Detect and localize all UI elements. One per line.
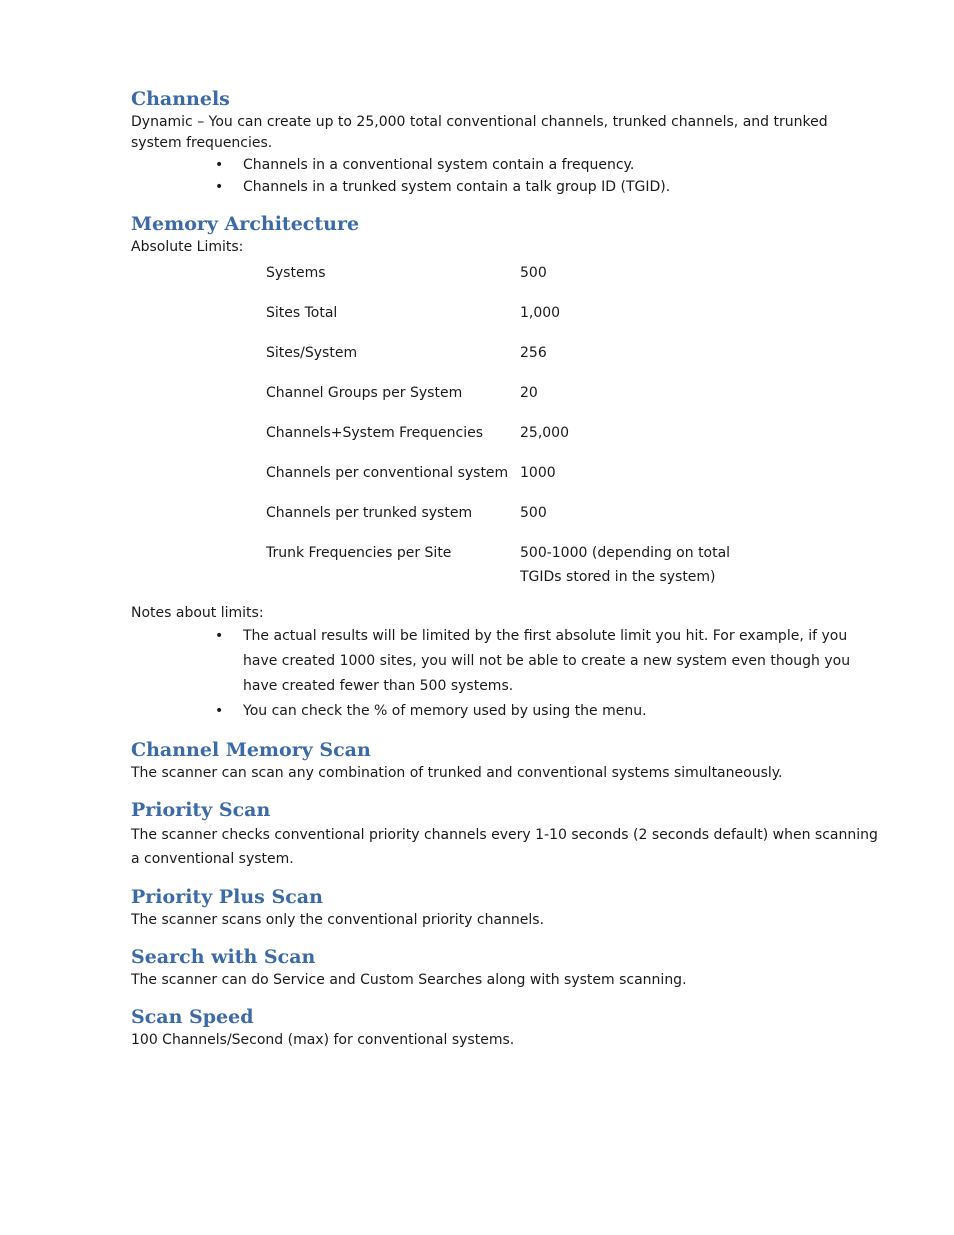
heading-channel-memory-scan: Channel Memory Scan — [131, 739, 371, 761]
heading-channels: Channels — [131, 88, 230, 110]
document-page — [131, 86, 881, 1064]
table-row — [266, 501, 760, 541]
table-row — [266, 341, 760, 381]
limit-name: Systems — [266, 265, 326, 281]
section-priority-scan — [131, 797, 881, 871]
limits-table — [266, 261, 760, 603]
section-channel-memory-scan — [131, 737, 881, 784]
channels-bullet-list — [131, 154, 881, 198]
channel-memory-scan-text: The scanner can scan any combination of trunked and conventional systems simultaneously. — [131, 765, 783, 781]
table-row — [266, 541, 760, 603]
limit-value: 500-1000 (depending on total TGIDs stored in the system) — [520, 545, 731, 585]
list-item: • The actual results will be limited by the first absolute limit you hit. For example, if you have created 1000 sites, you will not be able to create a new system even though you have created fewer than 500 systems. — [131, 624, 881, 699]
search-with-scan-text: The scanner can do Service and Custom Searches along with system scanning. — [131, 972, 687, 988]
priority-plus-scan-text: The scanner scans only the conventional priority channels. — [131, 912, 545, 928]
heading-priority-plus-scan: Priority Plus Scan — [131, 886, 323, 908]
section-scan-speed — [131, 1004, 881, 1051]
section-search-with-scan — [131, 944, 881, 991]
limit-name: Sites Total — [266, 305, 338, 321]
channels-intro: Dynamic – You can create up to 25,000 total conventional channels, trunked channels, and trunked system frequencies. — [131, 114, 828, 151]
scan-speed-text: 100 Channels/Second (max) for conventional systems. — [131, 1032, 515, 1048]
table-row — [266, 461, 760, 501]
limit-value: 256 — [520, 345, 547, 361]
limit-value: 1000 — [520, 465, 556, 481]
limit-name: Channels+System Frequencies — [266, 425, 483, 441]
limit-value: 25,000 — [520, 425, 569, 441]
priority-scan-text: The scanner checks conventional priority channels every 1-10 seconds (2 seconds default) when scanning a conventional system. — [131, 827, 878, 867]
section-priority-plus-scan — [131, 884, 881, 931]
heading-priority-scan: Priority Scan — [131, 799, 271, 821]
section-memory-architecture — [131, 211, 881, 724]
limit-name: Sites/System — [266, 345, 358, 361]
notes-bullet-list — [131, 624, 881, 724]
heading-search-with-scan: Search with Scan — [131, 946, 316, 968]
table-row — [266, 421, 760, 461]
limit-value: 1,000 — [520, 305, 561, 321]
section-channels — [131, 86, 881, 198]
limit-name: Channel Groups per System — [266, 385, 463, 401]
limit-name: Channels per trunked system — [266, 505, 473, 521]
heading-scan-speed: Scan Speed — [131, 1006, 254, 1028]
limit-value: 500 — [520, 505, 547, 521]
table-row — [266, 261, 760, 301]
heading-memory-architecture: Memory Architecture — [131, 213, 360, 235]
table-row — [266, 381, 760, 421]
table-row — [266, 301, 760, 341]
notes-label: Notes about limits: — [131, 605, 264, 621]
absolute-limits-label: Absolute Limits: — [131, 239, 244, 255]
list-item: • You can check the % of memory used by using the menu. — [131, 699, 881, 724]
limit-name: Channels per conventional system — [266, 465, 509, 481]
list-item: • Channels in a conventional system contain a frequency. — [131, 154, 881, 176]
list-item: • Channels in a trunked system contain a talk group ID (TGID). — [131, 176, 881, 198]
limit-value: 500 — [520, 265, 547, 281]
limit-value: 20 — [520, 385, 538, 401]
limit-name: Trunk Frequencies per Site — [266, 545, 452, 561]
